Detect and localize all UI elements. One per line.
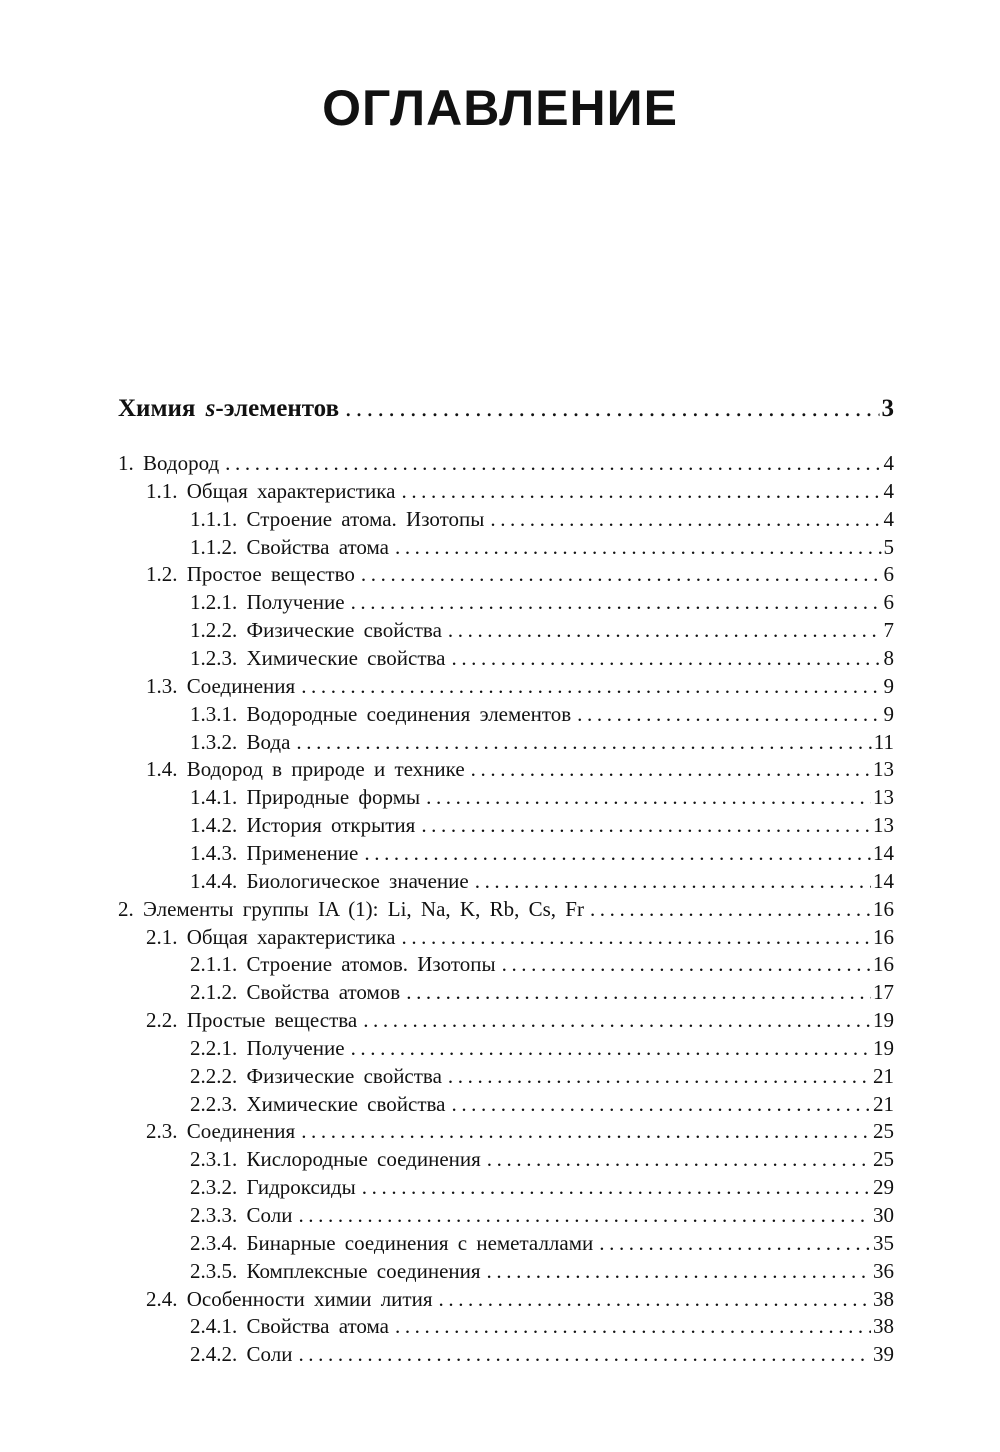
toc-entry-number: 1.3.2. [190,729,238,754]
toc-page-number: 35 [873,1230,894,1255]
toc-part-heading[interactable] [118,394,894,424]
toc-entry-title: Простые вещества [186,1008,358,1032]
toc-page-number: 19 [873,1008,894,1032]
toc-leader-dots [401,924,871,950]
toc-entry[interactable] [190,701,894,727]
toc-entry-label [190,1313,389,1339]
toc-leader-dots [298,1202,871,1228]
toc-entry-number: 1.1.2. [190,534,238,559]
toc-entry-label [190,534,389,560]
toc-page-number: 21 [873,1091,894,1116]
toc-entry-label [190,1258,481,1284]
toc-entry-number: 1.3.1. [190,701,238,726]
toc-entry[interactable] [190,951,894,977]
toc-page-number: 36 [873,1258,894,1283]
toc-entry-number: 1.4. [146,757,178,782]
toc-entry-number: 2. [118,896,134,921]
toc-leader-dots [351,589,882,615]
toc-entry-label [190,1091,445,1117]
toc-leader-dots [451,645,881,671]
toc-page-number: 39 [873,1342,894,1367]
toc-page-number: 9 [883,701,894,726]
toc-entry-number: 1.1.1. [190,506,238,531]
toc-entry[interactable] [190,868,894,894]
toc-page-number: 19 [873,1035,894,1060]
toc-entry-title: Соли [246,1203,293,1227]
toc-leader-dots [225,450,881,476]
toc-entry-title: Кислородные соединения [246,1147,481,1172]
toc-leader-dots [599,1230,871,1256]
toc-leader-dots [471,756,871,782]
toc-entry[interactable] [190,840,894,866]
toc-leader-dots [487,1258,871,1284]
toc-entry-label [190,1202,292,1228]
toc-page-number: 9 [883,673,894,698]
toc-page-number: 11 [873,729,894,754]
toc-entry-title: Физические свойства [246,618,442,643]
toc-entry-title: Особенности химии лития [186,1286,433,1311]
toc-entry-number: 2.2.1. [190,1035,238,1060]
toc-entry[interactable] [190,645,894,671]
toc-entry[interactable] [190,617,894,643]
toc-entry-title: Химические свойства [246,1091,446,1116]
toc-leader-dots [590,896,871,922]
toc-entry[interactable] [190,1258,894,1284]
toc-entry[interactable] [190,534,894,560]
toc-leader-dots [406,979,871,1005]
toc-entry-title: Соединения [186,1119,296,1144]
toc-page-number: 6 [883,590,894,615]
toc-entry-title: Получение [246,590,345,615]
toc-entry-title: Вода [246,729,291,754]
toc-entry-label [190,617,442,643]
toc-entry-number: 2.1. [146,924,178,949]
toc-leader-dots [345,394,879,424]
toc-entry-number: 2.1.2. [190,980,238,1005]
toc-page-number: 25 [873,1119,894,1144]
toc-entry-number: 1.2.3. [190,646,238,670]
toc-entry[interactable] [190,729,894,755]
toc-entry-number: 2.2.3. [190,1091,238,1116]
toc-page-number: 3 [881,395,894,422]
toc-entry-label [190,812,415,838]
toc-entry-number: 1.4.3. [190,840,238,865]
toc-leader-dots [502,951,871,977]
toc-entry[interactable] [190,1174,894,1200]
toc-entry-title: Общая характеристика [186,478,396,503]
toc-entry-title: Комплексные соединения [246,1258,481,1283]
toc-page-number: 13 [873,757,894,782]
toc-page-number: 4 [883,506,894,531]
toc-entry-label [190,701,571,727]
toc-leader-dots [448,617,882,643]
toc-entry-title: Химические свойства [246,646,446,670]
toc-entry[interactable] [146,756,894,782]
toc-part-label: Химия s-элементов [118,395,340,422]
toc-leader-dots [487,1146,871,1172]
toc-leader-dots [362,1174,871,1200]
toc-entry[interactable] [118,450,894,476]
toc-entry[interactable] [146,478,894,504]
toc-entry[interactable] [190,979,894,1005]
toc-leader-dots [448,1063,871,1089]
toc-entry[interactable] [146,1118,894,1144]
toc-page-number: 4 [883,478,894,503]
toc-entry-title: Элементы группы IA (1): Li, Na, K, Rb, Cs, Fr [143,896,584,921]
toc-leader-dots [301,1118,871,1144]
toc-page-number: 38 [873,1314,894,1339]
toc-entry-title: Водород в природе и технике [186,757,465,782]
toc-page-number: 4 [883,451,894,475]
toc-entry-number: 1.2.2. [190,618,238,643]
toc-page-number: 16 [873,952,894,977]
toc-entry[interactable] [190,784,894,810]
toc-entry-title: Общая характеристика [186,924,396,949]
toc-leader-dots [475,868,871,894]
toc-entry[interactable] [190,812,894,838]
toc-entry-title: Получение [246,1035,345,1060]
toc-page-number: 16 [873,924,894,949]
toc-entry-label [190,1146,481,1172]
toc-entry-label [190,951,496,977]
toc-entry[interactable] [190,1230,894,1256]
toc-entry-label [190,645,445,671]
toc-entry-label [190,868,469,894]
toc-entry-title: Природные формы [246,785,421,810]
toc-entry-number: 1.4.4. [190,868,238,893]
toc-entry-title: Простое вещество [186,562,355,587]
toc-entry-label [190,1230,593,1256]
toc-leader-dots [351,1035,871,1061]
toc-entry-label [146,756,465,782]
toc-page-number: 25 [873,1147,894,1172]
toc-entry-label [190,589,345,615]
toc-entry[interactable] [146,561,894,587]
toc-leader-dots [363,1007,871,1033]
toc-entry-title: Гидроксиды [246,1175,356,1200]
toc-entry[interactable] [190,1313,894,1339]
toc-page-number: 17 [873,980,894,1005]
toc-entry-label [190,979,400,1005]
toc-entry-label [190,1063,442,1089]
toc-page-number: 13 [873,785,894,810]
toc-entry-label [146,924,395,950]
toc-entry-title: Соли [246,1342,293,1367]
toc-leader-dots [426,784,871,810]
toc-leader-dots [577,701,881,727]
toc-entry-number: 1. [118,451,134,475]
toc-entry[interactable] [146,1286,894,1312]
toc-entry-title: Свойства атома [246,534,389,559]
toc-entry-number: 1.4.1. [190,785,238,810]
toc-entry-title: Строение атома. Изотопы [246,506,485,531]
toc-entry[interactable] [190,1063,894,1089]
toc-entry-title: Свойства атомов [246,980,401,1005]
toc-entry-title: Физические свойства [246,1063,442,1088]
toc-leader-dots [395,534,882,560]
toc-entry[interactable] [190,589,894,615]
toc-entry-label [118,450,219,476]
toc-entry-title: Соединения [186,673,296,698]
toc-page-number: 13 [873,813,894,837]
toc-entry[interactable] [190,1091,894,1117]
toc-leader-dots [401,478,881,504]
toc-leader-dots [439,1286,872,1312]
toc-entry-title: Применение [246,840,359,865]
toc-leader-dots [301,673,881,699]
toc-entry[interactable] [146,673,894,699]
toc-page-number: 14 [873,840,894,865]
toc-leader-dots [490,506,881,532]
toc-entry-title: Свойства атома [246,1314,389,1339]
toc-entry-title: Бинарные соединения с неметаллами [246,1230,594,1255]
toc-entry-label [118,896,584,922]
toc-entry-label [190,729,290,755]
toc-entry-number: 2.1.1. [190,952,238,977]
toc-entry-number: 2.3. [146,1119,178,1144]
toc-entry-number: 1.2.1. [190,590,238,615]
toc-entry[interactable] [190,506,894,532]
toc-entry[interactable] [146,1007,894,1033]
toc-page-number: 21 [873,1063,894,1088]
toc-entry-number: 2.3.3. [190,1203,238,1227]
toc-page-number: 5 [883,534,894,559]
page-title: ОГЛАВЛЕНИЕ [322,80,678,136]
toc-entry-number: 2.4.2. [190,1342,238,1367]
toc-page-number: 7 [883,618,894,643]
toc-entry-number: 2.4. [146,1286,178,1311]
toc-entry-number: 2.3.1. [190,1147,238,1172]
toc-leader-dots [361,561,882,587]
toc-entry-number: 2.3.4. [190,1230,238,1255]
toc-entry[interactable] [190,1146,894,1172]
toc-leader-dots [364,840,871,866]
toc-entry-number: 2.3.5. [190,1258,238,1283]
toc-entry-label [190,1341,292,1367]
toc-entry-title: Водород [143,451,220,475]
toc-entry-number: 1.3. [146,673,178,698]
toc-entry-title: Биологическое значение [246,868,469,893]
toc-entry[interactable] [190,1341,894,1367]
toc-leader-dots [451,1091,871,1117]
toc-entry-title: Водородные соединения элементов [246,701,572,726]
toc-entry[interactable] [190,1035,894,1061]
toc-entry[interactable] [190,1202,894,1228]
toc-entry-label [190,840,358,866]
toc-page-number: 29 [873,1175,894,1200]
toc-entry-number: 1.2. [146,562,178,587]
toc-leader-dots [421,812,871,838]
toc-entry-label [146,1118,295,1144]
toc-leader-dots [395,1313,871,1339]
toc-entry-label [146,1007,357,1033]
toc-entry-number: 2.4.1. [190,1314,238,1339]
toc-entry-label [190,506,484,532]
toc-entry-number: 2.2.2. [190,1063,238,1088]
toc-entry-label [146,478,395,504]
toc-entry-label [190,784,420,810]
toc-page-number: 8 [883,646,894,670]
toc-page-number: 38 [873,1286,894,1311]
toc-entry-label [190,1035,345,1061]
toc-entry-label [146,1286,433,1312]
toc-page-number: 30 [873,1203,894,1227]
toc-entry-label [190,1174,356,1200]
toc-leader-dots [296,729,871,755]
toc-entry-title: История открытия [246,813,416,837]
toc-entry-label [146,561,355,587]
toc-entry-number: 1.1. [146,478,178,503]
toc-entry[interactable] [146,924,894,950]
toc-entry-title: Строение атомов. Изотопы [246,952,496,977]
toc-leader-dots [298,1341,871,1367]
toc-page-number: 14 [873,868,894,893]
toc-page-number: 16 [873,896,894,921]
toc-entry[interactable] [118,896,894,922]
toc-entry-number: 2.2. [146,1008,178,1032]
toc-entry-label [146,673,295,699]
toc-entry-number: 2.3.2. [190,1175,238,1200]
toc-page-number: 6 [883,562,894,587]
toc-entry-number: 1.4.2. [190,813,238,837]
